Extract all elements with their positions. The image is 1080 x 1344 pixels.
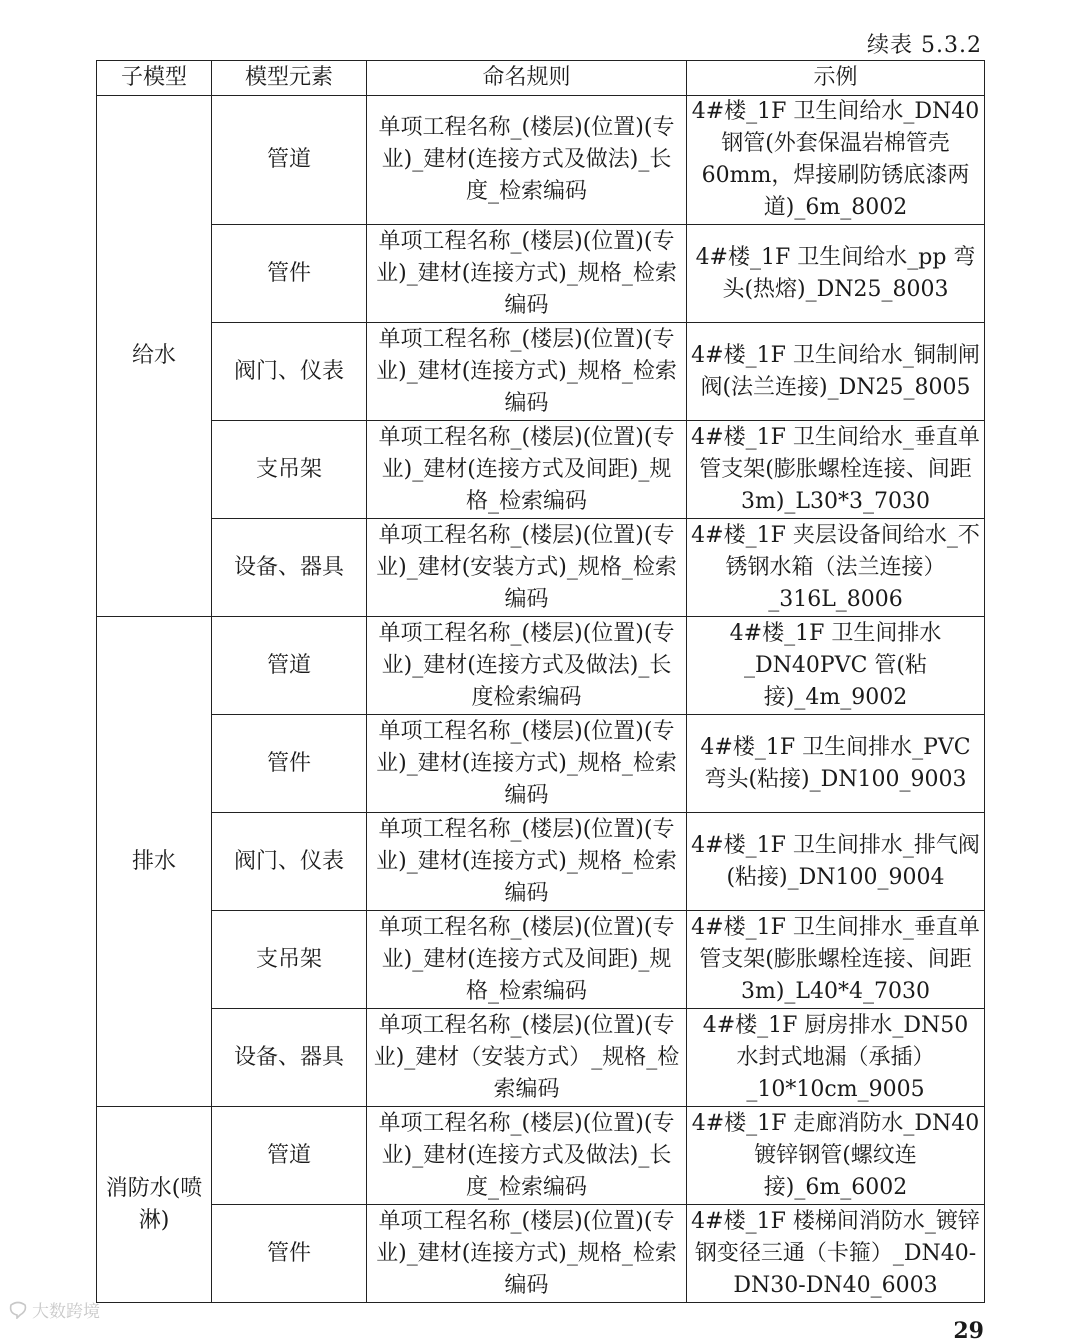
- table-header-row: [97, 61, 985, 96]
- table-row: [97, 225, 985, 323]
- page-number: 29: [953, 1318, 984, 1344]
- table-row: [97, 323, 985, 421]
- table-row: [97, 96, 985, 225]
- element-cell: 支吊架: [212, 421, 367, 519]
- rule-cell: 单项工程名称_(楼层)(位置)(专业)_建材(连接方式及做法)_长度_检索编码: [367, 96, 687, 225]
- element-cell: 管道: [212, 617, 367, 715]
- table-row: [97, 1205, 985, 1303]
- rule-cell: 单项工程名称_(楼层)(位置)(专业)_建材(连接方式)_规格_检索编码: [367, 1205, 687, 1303]
- element-cell: 支吊架: [212, 911, 367, 1009]
- example-cell: 4#楼_1F 卫生间排水_排气阀(粘接)_DN100_9004: [687, 813, 985, 911]
- element-cell: 管件: [212, 1205, 367, 1303]
- table-row: [97, 421, 985, 519]
- watermark: [8, 1297, 100, 1322]
- submodel-cell: 消防水(喷淋): [97, 1107, 212, 1303]
- table-row: [97, 617, 985, 715]
- example-cell: 4#楼_1F 楼梯间消防水_镀锌钢变径三通（卡箍）_DN40-DN30-DN40_6003: [687, 1205, 985, 1303]
- rule-cell: 单项工程名称_(楼层)(位置)(专业)_建材(连接方式及做法)_长度_检索编码: [367, 1107, 687, 1205]
- element-cell: 管件: [212, 715, 367, 813]
- table-row: [97, 911, 985, 1009]
- element-cell: 阀门、仪表: [212, 813, 367, 911]
- submodel-cell: 给水: [97, 96, 212, 617]
- table-row: [97, 519, 985, 617]
- rule-cell: 单项工程名称_(楼层)(位置)(专业)_建材(连接方式及做法)_长度检索编码: [367, 617, 687, 715]
- element-cell: 管件: [212, 225, 367, 323]
- header-model-element: 模型元素: [212, 61, 367, 96]
- rule-cell: 单项工程名称_(楼层)(位置)(专业)_建材(连接方式)_规格_检索编码: [367, 323, 687, 421]
- example-cell: 4#楼_1F 卫生间给水_铜制闸阀(法兰连接)_DN25_8005: [687, 323, 985, 421]
- example-cell: 4#楼_1F 卫生间给水_DN40 钢管(外套保温岩棉管壳 60mm，焊接刷防锈底漆两道)_6m_8002: [687, 96, 985, 225]
- element-cell: 管道: [212, 1107, 367, 1205]
- element-cell: 管道: [212, 96, 367, 225]
- table-row: [97, 715, 985, 813]
- element-cell: 阀门、仪表: [212, 323, 367, 421]
- element-cell: 设备、器具: [212, 519, 367, 617]
- rule-cell: 单项工程名称_(楼层)(位置)(专业)_建材（安装方式）_规格_检索编码: [367, 1009, 687, 1107]
- rule-cell: 单项工程名称_(楼层)(位置)(专业)_建材(安装方式)_规格_检索编码: [367, 519, 687, 617]
- watermark-text: 大数跨境: [32, 1302, 100, 1322]
- rule-cell: 单项工程名称_(楼层)(位置)(专业)_建材(连接方式及间距)_规格_检索编码: [367, 911, 687, 1009]
- naming-rules-table: [96, 60, 985, 1303]
- header-submodel: 子模型: [97, 61, 212, 96]
- element-cell: 设备、器具: [212, 1009, 367, 1107]
- rule-cell: 单项工程名称_(楼层)(位置)(专业)_建材(连接方式)_规格_检索编码: [367, 813, 687, 911]
- header-example: 示例: [687, 61, 985, 96]
- example-cell: 4#楼_1F 走廊消防水_DN40 镀锌钢管(螺纹连接)_6m_6002: [687, 1107, 985, 1205]
- rule-cell: 单项工程名称_(楼层)(位置)(专业)_建材(连接方式)_规格_检索编码: [367, 225, 687, 323]
- table-row: [97, 1107, 985, 1205]
- example-cell: 4#楼_1F 卫生间给水_pp 弯头(热熔)_DN25_8003: [687, 225, 985, 323]
- table-row: [97, 813, 985, 911]
- example-cell: 4#楼_1F 卫生间排水_垂直单管支架(膨胀螺栓连接、间距 3m)_L40*4_7030: [687, 911, 985, 1009]
- example-cell: 4#楼_1F 卫生间排水_PVC 弯头(粘接)_DN100_9003: [687, 715, 985, 813]
- header-naming-rule: 命名规则: [367, 61, 687, 96]
- watermark-logo-icon: [8, 1301, 28, 1319]
- table-row: [97, 1009, 985, 1107]
- example-cell: 4#楼_1F 厨房排水_DN50 水封式地漏（承插）_10*10cm_9005: [687, 1009, 985, 1107]
- rule-cell: 单项工程名称_(楼层)(位置)(专业)_建材(连接方式)_规格_检索编码: [367, 715, 687, 813]
- submodel-cell: 排水: [97, 617, 212, 1107]
- table-caption: 续表 5.3.2: [867, 33, 982, 58]
- example-cell: 4#楼_1F 夹层设备间给水_不锈钢水箱（法兰连接）_316L_8006: [687, 519, 985, 617]
- example-cell: 4#楼_1F 卫生间给水_垂直单管支架(膨胀螺栓连接、间距 3m)_L30*3_7030: [687, 421, 985, 519]
- example-cell: 4#楼_1F 卫生间排水_DN40PVC 管(粘接)_4m_9002: [687, 617, 985, 715]
- rule-cell: 单项工程名称_(楼层)(位置)(专业)_建材(连接方式及间距)_规格_检索编码: [367, 421, 687, 519]
